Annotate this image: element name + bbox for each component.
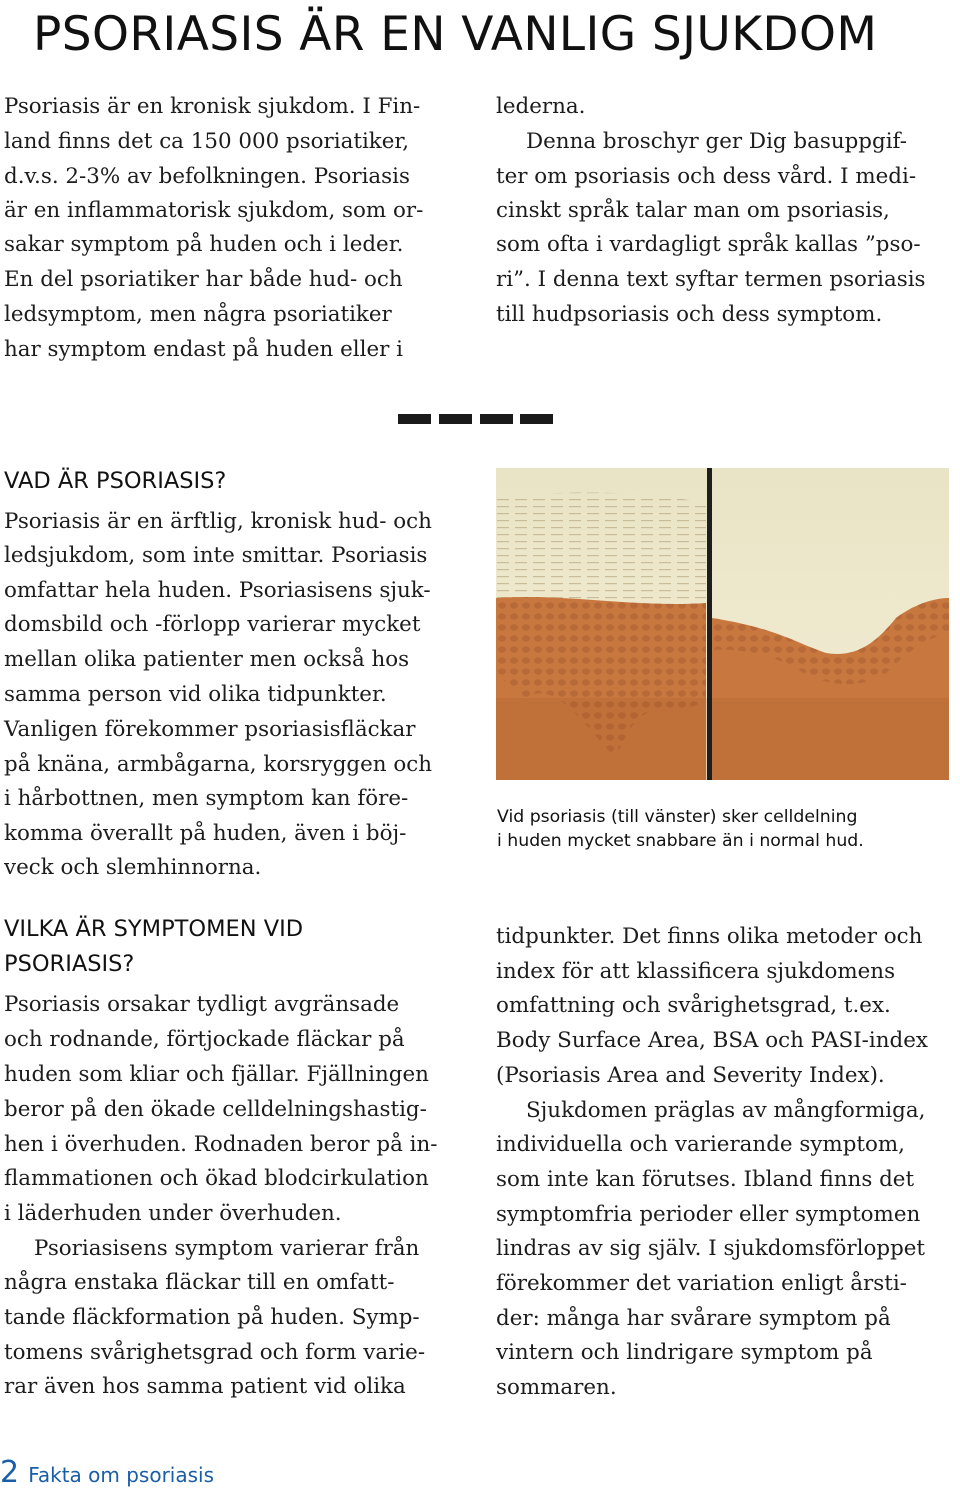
page-number: 2 [0, 1455, 20, 1490]
text-line: ledsjukdom, som inte smittar. Psoriasis [4, 543, 428, 568]
text-line: sakar symptom på huden och i leder. [4, 232, 404, 257]
page-footer [0, 1455, 214, 1490]
text-line: beror på den ökade celldelningshastig- [4, 1097, 427, 1122]
text-line: förekommer det variation enligt årsti- [496, 1271, 907, 1296]
text-line: är en inflammatorisk sjukdom, som or- [4, 198, 424, 223]
caption-line: i huden mycket snabbare än i normal hud. [497, 831, 864, 851]
section-heading: PSORIASIS? [4, 951, 135, 977]
page-title: PSORIASIS ÄR EN VANLIG SJUKDOM [33, 7, 878, 62]
text-line: land finns det ca 150 000 psoriatiker, [4, 129, 410, 154]
text-line: domsbild och -förlopp varierar mycket [4, 612, 421, 637]
text-line: ledsymptom, men några psoriatiker [4, 302, 392, 327]
divider-line [707, 468, 712, 780]
text-line: ri”. I denna text syftar termen psoriasis [496, 267, 926, 292]
text-line: lederna. [496, 94, 586, 119]
text-line: till hudpsoriasis och dess symptom. [496, 302, 883, 327]
text-line: individuella och varierande symptom, [496, 1132, 905, 1157]
text-line: der: många har svårare symptom på [496, 1306, 891, 1331]
text-line: mellan olika patienter men också hos [4, 647, 410, 672]
text-line: på knäna, armbågarna, korsryggen och [4, 752, 432, 777]
text-line: som inte kan förutses. Ibland finns det [496, 1167, 915, 1192]
text-line: index för att klassificera sjukdomens [496, 959, 896, 984]
text-line: samma person vid olika tidpunkter. [4, 682, 387, 707]
text-line: och rodnande, förtjockade fläckar på [4, 1027, 405, 1052]
footer-label: Fakta om psoriasis [28, 1463, 215, 1487]
skin-cell-photo [496, 468, 949, 780]
text-line: Sjukdomen präglas av mångformiga, [526, 1098, 926, 1123]
text-line: hen i överhuden. Rodnaden beror på in- [4, 1132, 438, 1157]
text-line: veck och slemhinnorna. [4, 855, 262, 880]
section-heading: VILKA ÄR SYMPTOMEN VID [4, 916, 304, 942]
text-line: ter om psoriasis och dess vård. I medi- [496, 164, 917, 189]
caption-line: Vid psoriasis (till vänster) sker celldelning [497, 807, 858, 827]
text-line: cinskt språk talar man om psoriasis, [496, 198, 890, 223]
text-line: Psoriasis är en kronisk sjukdom. I Fin- [4, 94, 421, 119]
text-line: komma överallt på huden, även i böj- [4, 821, 407, 846]
text-line: Psoriasis orsakar tydligt avgränsade [4, 992, 400, 1017]
text-line: Denna broschyr ger Dig basuppgif- [526, 129, 907, 154]
text-line: Vanligen förekommer psoriasisfläckar [4, 717, 416, 742]
text-line: i läderhuden under överhuden. [4, 1201, 342, 1226]
text-line: d.v.s. 2-3% av befolkningen. Psoriasis [4, 164, 410, 189]
text-line: tomens svårighetsgrad och form varie- [4, 1340, 426, 1365]
text-line: som ofta i vardagligt språk kallas ”pso- [496, 232, 921, 257]
text-line: några enstaka fläckar till en omfatt- [4, 1270, 395, 1295]
text-line: tidpunkter. Det finns olika metoder och [496, 924, 923, 949]
section-divider [398, 414, 553, 424]
text-line: omfattar hela huden. Psoriasisens sjuk- [4, 578, 431, 603]
text-line: huden som kliar och fjällar. Fjällningen [4, 1062, 429, 1087]
text-line: tande fläckformation på huden. Symp- [4, 1305, 420, 1330]
text-line: sommaren. [496, 1375, 617, 1400]
text-line: (Psoriasis Area and Severity Index). [496, 1063, 885, 1088]
text-line: Body Surface Area, BSA och PASI-index [496, 1028, 928, 1053]
text-line: flammationen och ökad blodcirkulation [4, 1166, 429, 1191]
text-line: Psoriasis är en ärftlig, kronisk hud- och [4, 509, 432, 534]
text-line: Psoriasisens symptom varierar från [34, 1236, 420, 1261]
text-line: lindras av sig själv. I sjukdomsförloppet [496, 1236, 926, 1261]
text-line: i hårbottnen, men symptom kan före- [4, 786, 409, 811]
epidermis-scales [496, 493, 706, 604]
text-line: har symptom endast på huden eller i [4, 337, 403, 362]
tissue-shading [496, 698, 949, 780]
text-line: En del psoriatiker har både hud- och [4, 267, 403, 292]
section-heading: VAD ÄR PSORIASIS? [4, 468, 227, 494]
text-line: vintern och lindrigare symptom på [496, 1340, 873, 1365]
text-line: omfattning och svårighetsgrad, t.ex. [496, 993, 891, 1018]
text-line: symptomfria perioder eller symptomen [496, 1202, 921, 1227]
text-line: rar även hos samma patient vid olika [4, 1374, 406, 1399]
